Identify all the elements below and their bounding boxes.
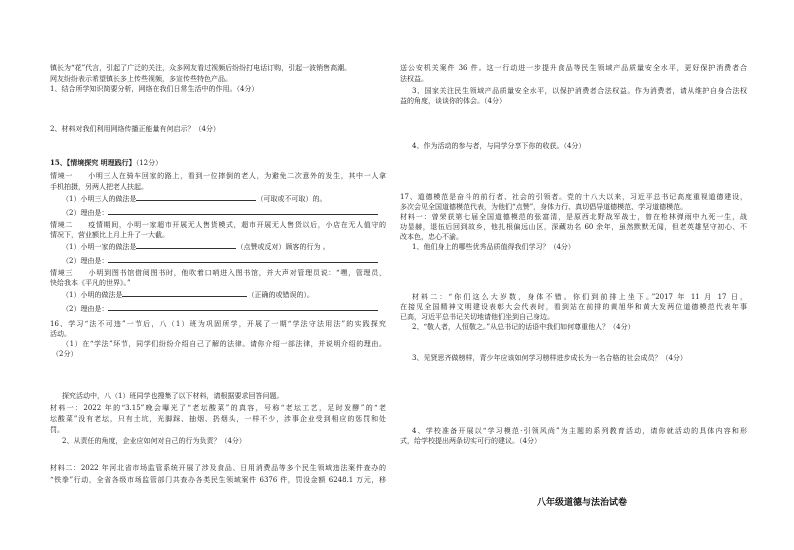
q15-scenario3-question-2 bbox=[62, 303, 386, 313]
q17-intro-line: 多次会见全国道德模范代表，为他们“点赞”，身体力行、真切倡导道德模范、学习道德模范。 bbox=[400, 203, 688, 211]
question-text: （正确的或错误的）。 bbox=[247, 291, 314, 299]
exam-title: 八年级道德与法治试卷 bbox=[537, 498, 628, 508]
q16-material2-line: “铁拳”行动，全省各级市场监管部门共查办各类民生领域案件 6376 件，罚没金额 6248.1 万元，移 bbox=[50, 476, 386, 484]
q17-subquestion-3: 3、见贤思齐做榜样，青少年应该如何学习榜样进步成长为一名合格的社会成员？（4分） bbox=[412, 354, 687, 362]
answer-blank bbox=[122, 289, 247, 297]
q16-materials-intro: 探究活动中，八（1）班同学也搜集了以下材料，请根据要求回答问题。 bbox=[62, 392, 284, 400]
q15-scenario2-question-2 bbox=[62, 255, 386, 265]
q17-material2-line: 在接见全国精神文明建设表彰大会代表时，看到站在前排的黄旭华和黄大发两位道德模范代表年事 bbox=[400, 303, 747, 311]
q16-subquestion-2: 2、从责任的角度，企业应如何对自己的行为负责？（4分） bbox=[62, 437, 246, 445]
q16-intro-line: 16、学习“法不可违”一节后，八（1）班为巩固所学，开展了一期“学法守法用法”的实践探究 bbox=[50, 320, 386, 328]
answer-blank bbox=[108, 303, 378, 311]
q14-material-line: 镇长为“花”代言，引起了广泛的关注，众多网友看过视频后纷纷打电话订购，引起一波销售高潮。 bbox=[50, 64, 352, 72]
q17-material2-line: 材料二：“你们这么大岁数，身体不错。你们到前排上坐下。”2017 年 11 月 17 日， bbox=[412, 293, 747, 301]
answer-blank bbox=[136, 241, 236, 249]
q16-subquestion-1-line: （1）在“学法”环节，同学们纷纷介绍自己了解的法律。请你介绍一部法律，并说明介绍的理由。 bbox=[62, 340, 386, 348]
q15-scenario2-line: 情境二 疫情期间，小明一家超市开展无人售货模式，超市开展无人售货以后，小店在无人值守的 bbox=[50, 221, 386, 229]
question-text: （点赞或反对）顾客的行为 。 bbox=[236, 243, 330, 251]
q15-scenario3-line: 情境三 小明到图书馆借阅图书时，他吹着口哨进入图书馆，并大声对管理员说：“嘿，管理员， bbox=[50, 269, 386, 277]
q16-material2-line: 送公安机关案件 36 件。这一行动进一步提升食品等民生领域产品质量安全水平，更好保护消费者合 bbox=[400, 64, 747, 72]
q16-material2-line: 材料二：2022 年河北省市场监管系统开展了涉及食品、日用消费品等多个民生领域违法案件查办的 bbox=[50, 464, 386, 472]
question-text: （1）小明的做法是 bbox=[62, 291, 123, 299]
q15-heading bbox=[50, 158, 386, 168]
q15-scenario1-line: 情境一 小明三人在骑车回家的路上，看到一位摔倒的老人，为避免二次意外的发生，其中一人拿 bbox=[50, 172, 386, 180]
reason-label: （2）理由是： bbox=[62, 257, 109, 265]
answer-blank bbox=[136, 193, 256, 201]
q15-scenario1-question-1 bbox=[62, 193, 386, 203]
q15-scenario2-question-1 bbox=[62, 241, 386, 251]
answer-blank bbox=[108, 207, 378, 215]
reason-label: （2）理由是： bbox=[62, 305, 109, 313]
q15-scenario2-line: 情况下，营业额比上月上升了一大截。 bbox=[50, 231, 169, 239]
q17-material2-line: 已高，习近平总书记关切地请他们坐到自己身边。 bbox=[400, 313, 554, 321]
q16-material1-line: 罚。 bbox=[50, 426, 64, 434]
q16-subquestion-1-points: （2分） bbox=[52, 350, 78, 358]
q16-material1-line: 坛酸菜”没有老坛，只有土坑，光脚踩、抽烟、扔烟头，一样不少，涉事企业受到相应的惩罚和处 bbox=[50, 415, 386, 423]
q17-subquestion-2: 2、“敬人者，人恒敬之。”从总书记的话语中我们如何尊重他人？（4分） bbox=[412, 323, 635, 331]
q17-material1-line: 改本色，忠心不渝。 bbox=[400, 233, 463, 241]
q17-subquestion-4-line: 4、学校准备开展以“学习模范·引领风尚”为主题的系列教育活动，请你就活动的具体内容和形 bbox=[412, 427, 747, 435]
q15-points: （12分） bbox=[135, 159, 163, 167]
q15-scenario1-line: 手机拍摄，另两人把老人扶起。 bbox=[50, 183, 148, 191]
q14-subquestion-1: 1、结合所学知识简要分析，网络在我们日常生活中的作用。（4分） bbox=[50, 85, 259, 93]
q15-scenario3-question-1 bbox=[62, 289, 386, 299]
q17-subquestion-1: 1、他们身上的哪些优秀品质值得我们学习？（4分） bbox=[412, 243, 575, 251]
q15-scenario3-line: 快给我本《平凡的世界》。” bbox=[50, 279, 131, 287]
answer-blank bbox=[108, 255, 378, 263]
q16-material2-line: 法权益。 bbox=[400, 75, 428, 83]
q15-scenario1-question-2 bbox=[62, 207, 386, 217]
q16-intro-line: 活动。 bbox=[50, 330, 71, 338]
q17-subquestion-4-line: 式，给学校提出两条切实可行的建议。（4分） bbox=[400, 437, 541, 445]
q16-subquestion-4: 4、作为活动的参与者，与同学分享下你的收获。（4分） bbox=[412, 142, 586, 150]
q16-material1-line: 材料一：2022 年的“3.15”晚会曝光了“老坛酸菜”的真容，号称“老坛工艺，足时发酵”的“老 bbox=[50, 404, 386, 412]
question-text: （1）小明三人的做法是 bbox=[62, 195, 137, 203]
q17-material1-line: 材料一：曾荣获第七届全国道德模范的张富清，是原西北野战军战士，曾在枪林弹雨中九死一生，战 bbox=[400, 213, 747, 221]
question-text: （1）小明一家的做法是 bbox=[62, 243, 137, 251]
q14-material-line: 网友纷纷表示希望镇长多上传些视频，多宣传些特色产品。 bbox=[50, 75, 232, 83]
q15-heading-text: 15、【情境探究 明理践行】 bbox=[50, 158, 136, 167]
q16-subquestion-3-line: 3、国家关注民生领域产品质量安全水平，以保护消费者合法权益。作为消费者，请从维护自身合法权 bbox=[412, 87, 747, 95]
q17-intro-line: 17、道德模范是奋斗的前行者、社会的引领者。党的十八大以来，习近平总书记高度重视道德建设， bbox=[400, 193, 747, 201]
q14-subquestion-2: 2、材料对我们利用网络传播正能量有何启示？（4分） bbox=[50, 125, 220, 133]
question-text: （可取或不可取）的。 bbox=[256, 195, 327, 203]
q17-material1-line: 功显赫，退伍后回到故乡，他扎根偏远山区，深藏功名 60 余年，虽然默默无闻，但老英雄坚守初心、不 bbox=[400, 223, 747, 231]
q16-subquestion-3-line: 益的角度，谈谈你的体会。（4分） bbox=[400, 97, 506, 105]
reason-label: （2）理由是： bbox=[62, 209, 109, 217]
